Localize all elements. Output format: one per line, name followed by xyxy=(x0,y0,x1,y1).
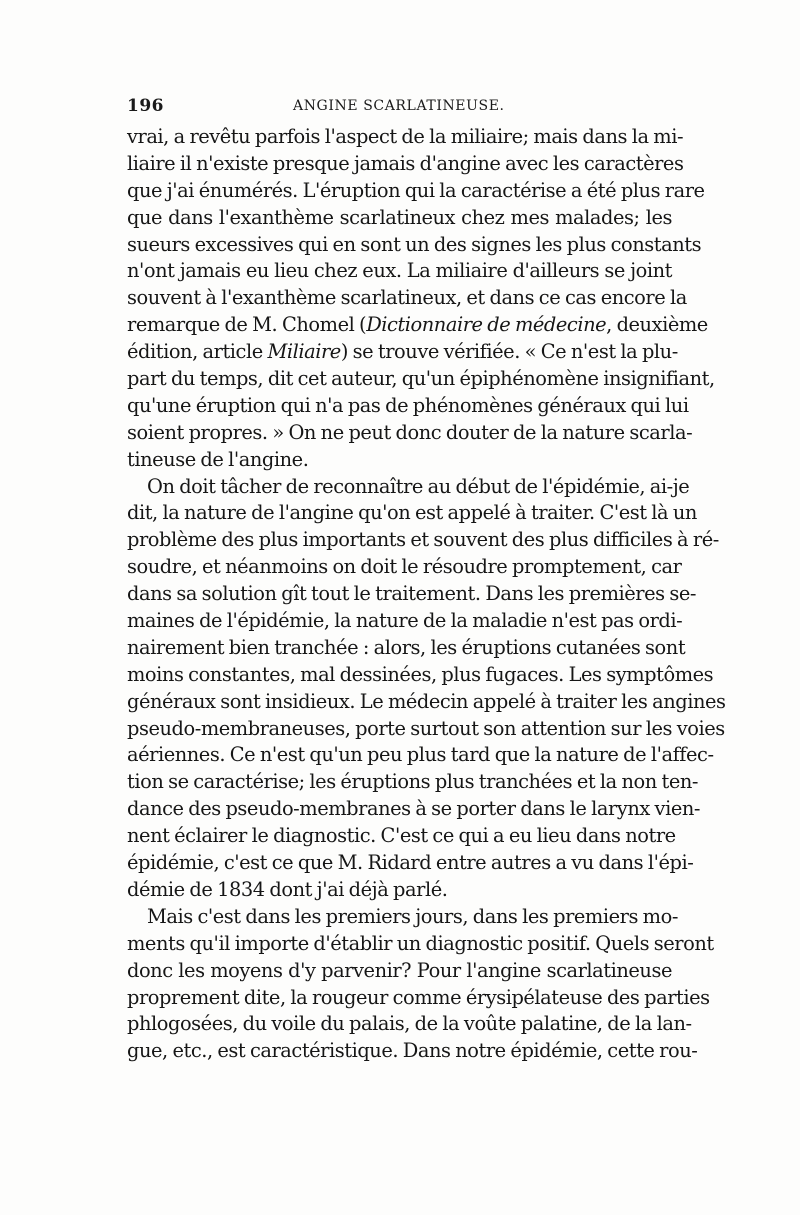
paragraph-2 xyxy=(127,474,726,904)
text-line: tineuse de l'angine. xyxy=(127,447,309,471)
italic-title: Miliaire xyxy=(267,340,341,364)
body-text xyxy=(127,124,726,1065)
text-line: généraux sont insidieux. Le médecin appelé à traiter les angines xyxy=(127,689,726,713)
text-line: gue, etc., est caractéristique. Dans notre épidémie, cette rou- xyxy=(127,1039,698,1063)
text-line: que j'ai énumérés. L'éruption qui la caractérise a été plus rare xyxy=(127,178,705,202)
text-line: soient propres. » On ne peut donc douter de la nature scarla- xyxy=(127,420,693,444)
page-number: 196 xyxy=(127,96,164,116)
text-line: épidémie, c'est ce que M. Ridard entre autres a vu dans l'épi- xyxy=(127,851,694,875)
text-line: maines de l'épidémie, la nature de la maladie n'est pas ordi- xyxy=(127,609,683,633)
text-line: n'ont jamais eu lieu chez eux. La miliaire d'ailleurs se joint xyxy=(127,259,672,283)
text-line: moins constantes, mal dessinées, plus fugaces. Les symptômes xyxy=(127,662,714,686)
text-line: démie de 1834 dont j'ai déjà parlé. xyxy=(127,877,448,901)
text-line: proprement dite, la rougeur comme érysipélateuse des parties xyxy=(127,985,710,1009)
text-line: souvent à l'exanthème scarlatineux, et dans ce cas encore la xyxy=(127,286,687,310)
text-line: aériennes. Ce n'est qu'un peu plus tard que la nature de l'affec- xyxy=(127,743,714,767)
text-line: pseudo-membraneuses, porte surtout son attention sur les voies xyxy=(127,716,725,740)
text-line: ments qu'il importe d'établir un diagnostic positif. Quels seront xyxy=(127,931,714,955)
text-line: vrai, a revêtu parfois l'aspect de la miliaire; mais dans la mi- xyxy=(127,125,684,148)
text-line: part du temps, dit cet auteur, qu'un épiphénomène insignifiant, xyxy=(127,367,715,391)
text-line: que dans l'exanthème scarlatineux chez mes malades; les xyxy=(127,205,672,229)
text-line: liaire il n'existe presque jamais d'angine avec les caractères xyxy=(127,151,684,175)
text-line: soudre, et néanmoins on doit le résoudre promptement, car xyxy=(127,555,682,579)
running-title: ANGINE SCARLATINEUSE. xyxy=(293,98,505,114)
paragraph-3 xyxy=(127,904,714,1065)
text-line: édition, article Miliaire) se trouve vérifiée. « Ce n'est la plu- xyxy=(127,340,678,364)
text-line: dit, la nature de l'angine qu'on est appelé à traiter. C'est là un xyxy=(127,501,697,525)
text-line: dans sa solution gît tout le traitement. Dans les premières se- xyxy=(127,582,696,606)
text-line: On doit tâcher de reconnaître au début de l'épidémie, ai-je xyxy=(147,474,690,498)
text-line: nent éclairer le diagnostic. C'est ce qui a eu lieu dans notre xyxy=(127,824,676,848)
page-header xyxy=(127,96,672,122)
text-line: nairement bien tranchée : alors, les éruptions cutanées sont xyxy=(127,635,686,659)
text-line: qu'une éruption qui n'a pas de phénomènes généraux qui lui xyxy=(127,393,689,417)
text-line: donc les moyens d'y parvenir? Pour l'angine scarlatineuse xyxy=(127,958,672,982)
italic-title: Dictionnaire de médecine xyxy=(366,313,607,337)
text-line: dance des pseudo-membranes à se porter dans le larynx vien- xyxy=(127,797,700,821)
text-line: tion se caractérise; les éruptions plus tranchées et la non ten- xyxy=(127,770,699,794)
text-line: sueurs excessives qui en sont un des signes les plus constants xyxy=(127,232,702,256)
text-line: Mais c'est dans les premiers jours, dans les premiers mo- xyxy=(147,904,678,928)
text-line: problème des plus importants et souvent des plus difficiles à ré- xyxy=(127,528,719,552)
text-line: remarque de M. Chomel (Dictionnaire de médecine, deuxième xyxy=(127,313,708,337)
text-line: phlogosées, du voile du palais, de la voûte palatine, de la lan- xyxy=(127,1012,692,1036)
paragraph-1 xyxy=(127,124,715,474)
